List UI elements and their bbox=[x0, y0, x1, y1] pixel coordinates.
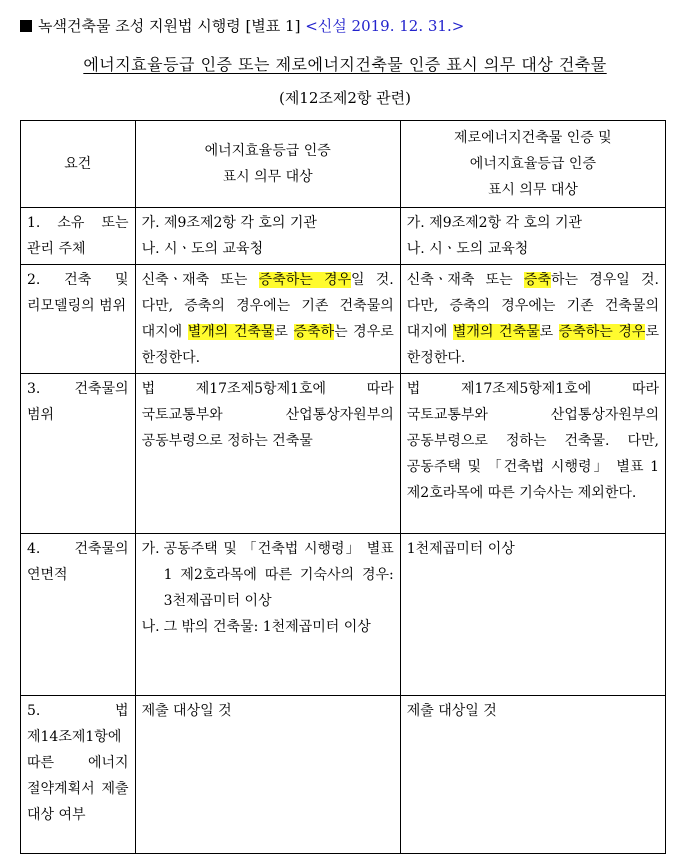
highlight: 증축하는 경우 bbox=[258, 272, 352, 288]
efficiency-cell: 가. 제9조제2항 각 호의 기관 나. 시ㆍ도의 교육청 bbox=[135, 208, 400, 265]
amendment-note: <신설 2019. 12. 31.> bbox=[305, 17, 465, 35]
efficiency-cell: 가. 공동주택 및 「건축법 시행령」 별표 1 제2호라목에 따른 기숙사의 경우: 3천제곱미터 이상 나. 그 밖의 건축물: 1천제곱미터 이상 bbox=[135, 534, 400, 696]
requirement-cell: 1. 소유 또는 관리 주체 bbox=[21, 208, 136, 265]
page-title: 에너지효율등급 인증 또는 제로에너지건축물 인증 표시 의무 대상 건축물 bbox=[83, 55, 607, 74]
highlight: 별개의 건축물 bbox=[452, 324, 540, 340]
requirement-cell: 3. 건축물의 범위 bbox=[21, 374, 136, 534]
highlight: 증축 bbox=[523, 272, 551, 288]
efficiency-cell: 신축ㆍ재축 또는 증축하는 경우일 것. 다만, 증축의 경우에는 기존 건축물의 대지에 별개의 건축물로 증축하는 경우로 한정한다. bbox=[135, 265, 400, 374]
document-header bbox=[20, 16, 464, 36]
table-row bbox=[21, 534, 666, 696]
zero-energy-cell: 1천제곱미터 이상 bbox=[400, 534, 665, 696]
requirement-cell: 4. 건축물의 연면적 bbox=[21, 534, 136, 696]
requirements-table bbox=[20, 120, 666, 854]
efficiency-cell: 제출 대상일 것 bbox=[135, 696, 400, 854]
efficiency-cell: 법 제17조제5항제1호에 따라 국토교통부와 산업통상자원부의 공동부령으로 정하는 건축물 bbox=[135, 374, 400, 534]
requirement-cell: 2. 건축 및 리모델링의 범위 bbox=[21, 265, 136, 374]
page-subtitle: (제12조제2항 관련) bbox=[278, 89, 412, 107]
table-header-row bbox=[21, 121, 666, 208]
zero-energy-cell: 법 제17조제5항제1호에 따라 국토교통부와 산업통상자원부의 공동부령으로 정하는 건축물. 다만, 공동주택 및 「건축법 시행령」 별표 1 제2호라목에 따른 기숙사는 제외한다. bbox=[400, 374, 665, 534]
requirement-cell: 5. 법 제14조제1항에 따른 에너지 절약계획서 제출 대상 여부 bbox=[21, 696, 136, 854]
highlight: 증축하 bbox=[293, 324, 335, 340]
header-efficiency-cert: 에너지효율등급 인증 표시 의무 대상 bbox=[135, 121, 400, 208]
header-zero-energy-cert: 제로에너지건축물 인증 및 에너지효율등급 인증 표시 의무 대상 bbox=[400, 121, 665, 208]
header-text: 녹색건축물 조성 지원법 시행령 [별표 1] bbox=[38, 17, 301, 35]
header-requirement: 요건 bbox=[21, 121, 136, 208]
zero-energy-cell: 신축ㆍ재축 또는 증축하는 경우일 것. 다만, 증축의 경우에는 기존 건축물의 대지에 별개의 건축물로 증축하는 경우로 한정한다. bbox=[400, 265, 665, 374]
table-row bbox=[21, 208, 666, 265]
black-square-icon bbox=[20, 20, 32, 32]
highlight: 별개의 건축물 bbox=[187, 324, 275, 340]
zero-energy-cell: 제출 대상일 것 bbox=[400, 696, 665, 854]
zero-energy-cell: 가. 제9조제2항 각 호의 기관 나. 시ㆍ도의 교육청 bbox=[400, 208, 665, 265]
highlight: 증축하는 경우 bbox=[558, 324, 646, 340]
table-row bbox=[21, 696, 666, 854]
table-row bbox=[21, 374, 666, 534]
table-row bbox=[21, 265, 666, 374]
